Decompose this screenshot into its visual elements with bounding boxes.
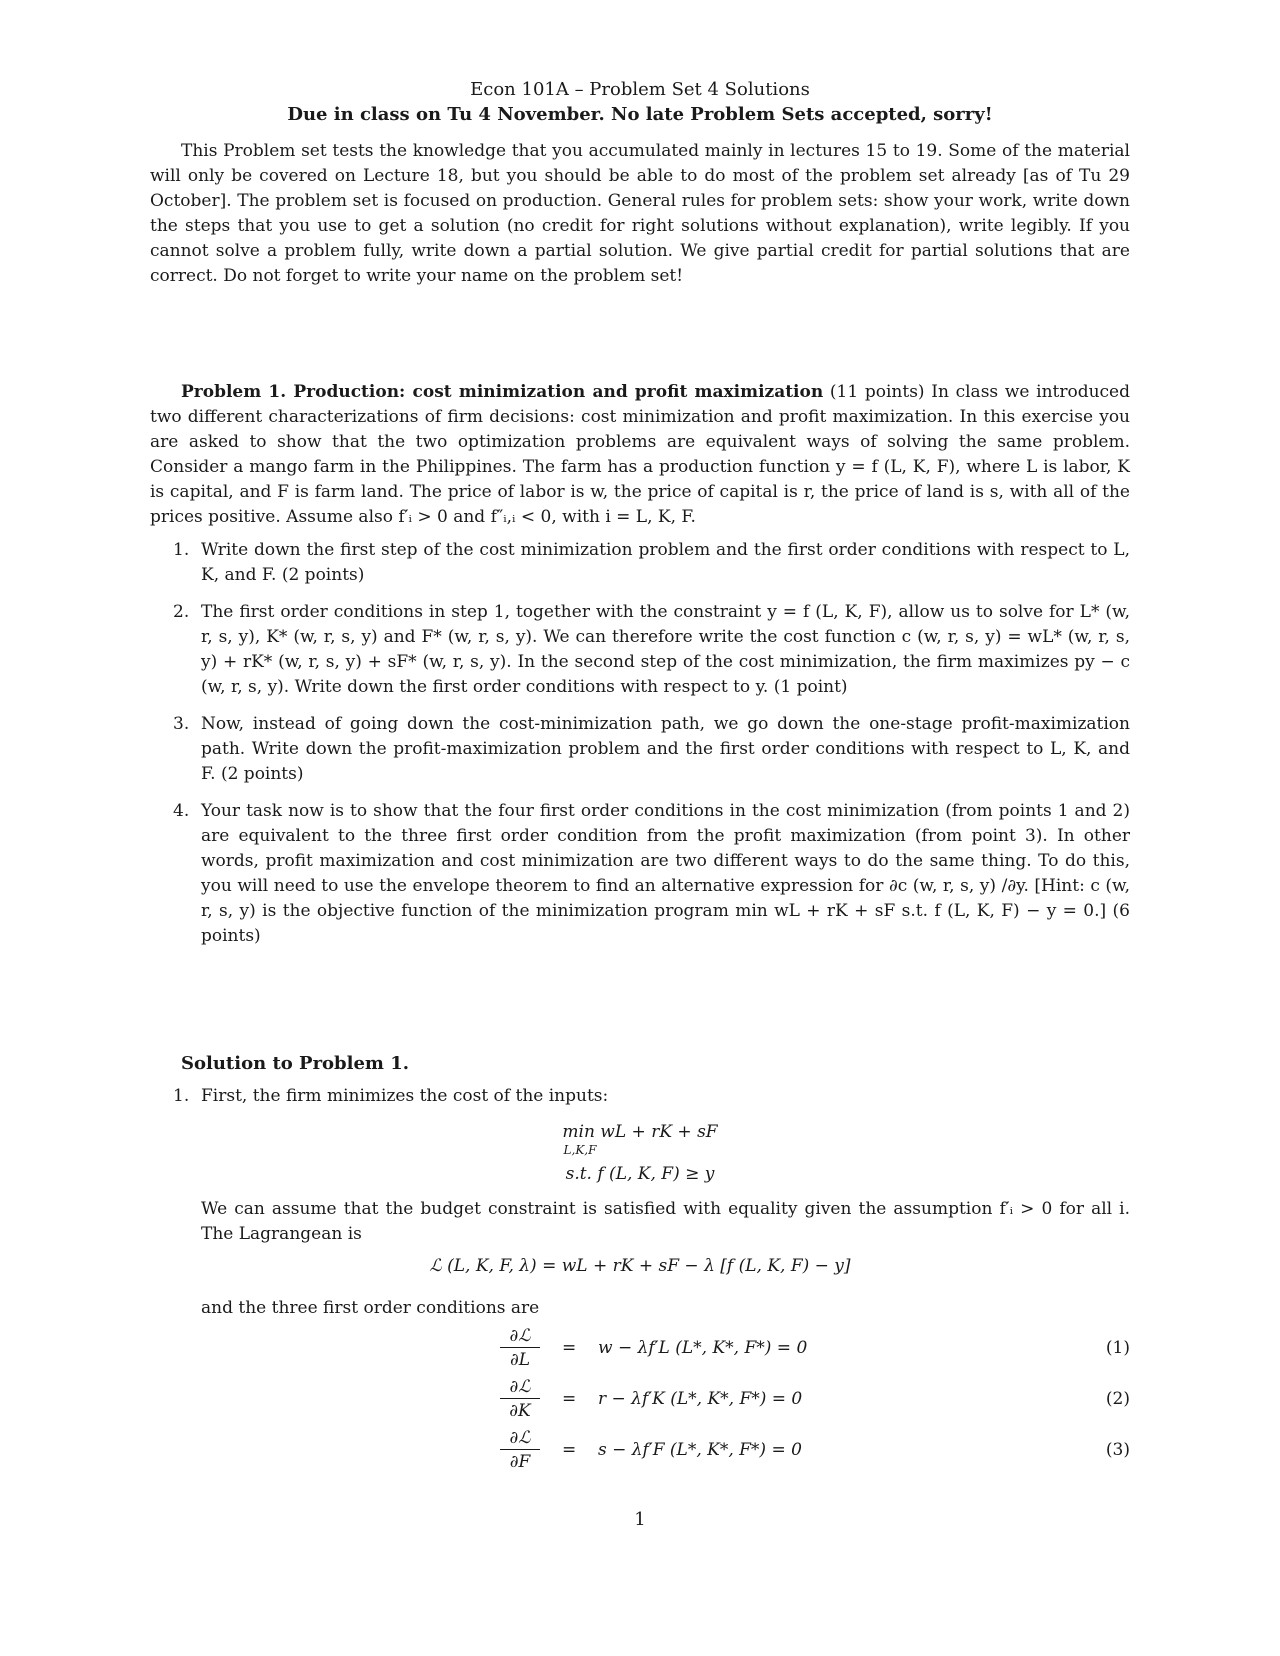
partial-fraction [500, 1376, 540, 1423]
page-number: 1 [634, 1509, 646, 1530]
list-item [170, 600, 1130, 700]
equals-sign: = [562, 1389, 577, 1409]
equation-3 [500, 1427, 1130, 1477]
intro-paragraph: This Problem set tests the knowledge that you accumulated mainly in lectures 15 to 19. Some of the material will only be covered on Lecture 18, but you should be able to do most of the problem set already [as of Tu 29 October]. The problem set is focused on production. General rules for problem sets: show your work, write down the steps that you use to get a solution (no credit for right solutions without explanation), write legibly. If you cannot solve a problem fully, write down a partial solution. We give partial credit for partial solutions that are correct. Do not forget to write your name on the problem set! [150, 141, 1130, 286]
solution-step-text: First, the firm minimizes the cost of the inputs: [201, 1086, 609, 1106]
problem-1-heading: Problem 1. Production: cost minimization and profit maximization [181, 382, 824, 402]
problem-1-paragraph [150, 380, 1130, 530]
equals-sign: = [562, 1338, 577, 1358]
fraction-denominator: ∂K [509, 1401, 531, 1421]
item-number: 2. [173, 602, 190, 622]
document-subtitle: Due in class on Tu 4 November. No late Problem Sets accepted, sorry! [287, 104, 993, 125]
item-text: Write down the first step of the cost minimization problem and the first order conditions with respect to L, K, and F. (2 points) [201, 540, 1130, 585]
problem-1-items [170, 538, 1130, 961]
fraction-denominator: ∂L [509, 1350, 531, 1370]
item-number: 3. [173, 714, 190, 734]
item-number: 4. [173, 801, 190, 821]
solution-item [170, 1084, 1130, 1109]
equation-1 [500, 1325, 1130, 1375]
partial-fraction [500, 1427, 540, 1474]
item-text: Your task now is to show that the four first order conditions in the cost minimization (from points 1 and 2) are equivalent to the three first order condition from the profit maximization (from point 3). In other words, profit maximization and cost minimization are two different ways to do the same thing. To do this, you will need to use the envelope theorem to find an alternative expression for ∂c (w, r, s, y) /∂y. [Hint: c (w, r, s, y) is the objective function of the minimization program min wL + rK + sF s.t. f (L, K, F) − y = 0.] (6 points) [201, 801, 1130, 946]
equation-rhs: s − λf′F (L*, K*, F*) = 0 [598, 1440, 802, 1460]
fraction-numerator: ∂ℒ [500, 1427, 540, 1450]
equation-2 [500, 1376, 1130, 1426]
document-title: Econ 101A – Problem Set 4 Solutions [470, 79, 810, 100]
min-objective: min wL + rK + sF [562, 1122, 718, 1142]
list-item [170, 538, 1130, 588]
item-text: The first order conditions in step 1, together with the constraint y = f (L, K, F), allow us to solve for L* (w, r, s, y), K* (w, r, s, y) and F* (w, r, s, y). We can therefore write the cost function c (w, r, s, y) = wL* (w, r, s, y) + rK* (w, r, s, y) + sF* (w, r, s, y). In the second step of the cost minimization, the firm maximizes py − c (w, r, s, y). Write down the first order conditions with respect to y. (1 point) [201, 602, 1130, 697]
min-constraint: s.t. f (L, K, F) ≥ y [565, 1164, 715, 1184]
equation-rhs: r − λf′K (L*, K*, F*) = 0 [598, 1389, 803, 1409]
problem-1-body: In class we introduced two different characterizations of firm decisions: cost minimization and profit maximization. In this exercise you are asked to show that the two optimization problems are equivalent ways of solving the same problem. Consider a mango farm in the Philippines. The farm has a production function y = f (L, K, F), where L is labor, K is capital, and F is farm land. The price of labor is w, the price of capital is r, the price of land is s, with all of the prices positive. Assume also f′ᵢ > 0 and f″ᵢ,ᵢ < 0, with i = L, K, F. [150, 382, 1130, 527]
fraction-denominator: ∂F [509, 1452, 531, 1472]
partial-fraction [500, 1325, 540, 1372]
equation-number: (3) [1105, 1440, 1130, 1460]
fraction-numerator: ∂ℒ [500, 1376, 540, 1399]
foc-intro-text: and the three first order conditions are [201, 1298, 540, 1318]
min-subscript: L,K,F [563, 1143, 597, 1157]
equals-sign: = [562, 1440, 577, 1460]
list-item [170, 712, 1130, 787]
assumption-text: We can assume that the budget constraint is satisfied with equality given the assumption f′ᵢ > 0 for all i. The Lagrangean is [201, 1199, 1130, 1244]
equation-number: (1) [1105, 1338, 1130, 1358]
equation-number: (2) [1105, 1389, 1130, 1409]
item-text: Now, instead of going down the cost-minimization path, we go down the one-stage profit-maximization path. Write down the profit-maximization problem and the first order conditions with respect to L, K, and F. (2 points) [201, 714, 1130, 784]
item-number: 1. [173, 540, 190, 560]
min-expression [0, 1122, 1280, 1142]
lagrangean-equation: ℒ (L, K, F, λ) = wL + rK + sF − λ [f (L, K, F) − y] [429, 1256, 851, 1276]
equation-rhs: w − λf′L (L*, K*, F*) = 0 [598, 1338, 808, 1358]
problem-1-points: (11 points) [829, 382, 925, 402]
solution-item-number: 1. [173, 1086, 190, 1106]
list-item [170, 799, 1130, 949]
solution-title: Solution to Problem 1. [181, 1053, 410, 1074]
document-header [0, 77, 1280, 127]
fraction-numerator: ∂ℒ [500, 1325, 540, 1348]
